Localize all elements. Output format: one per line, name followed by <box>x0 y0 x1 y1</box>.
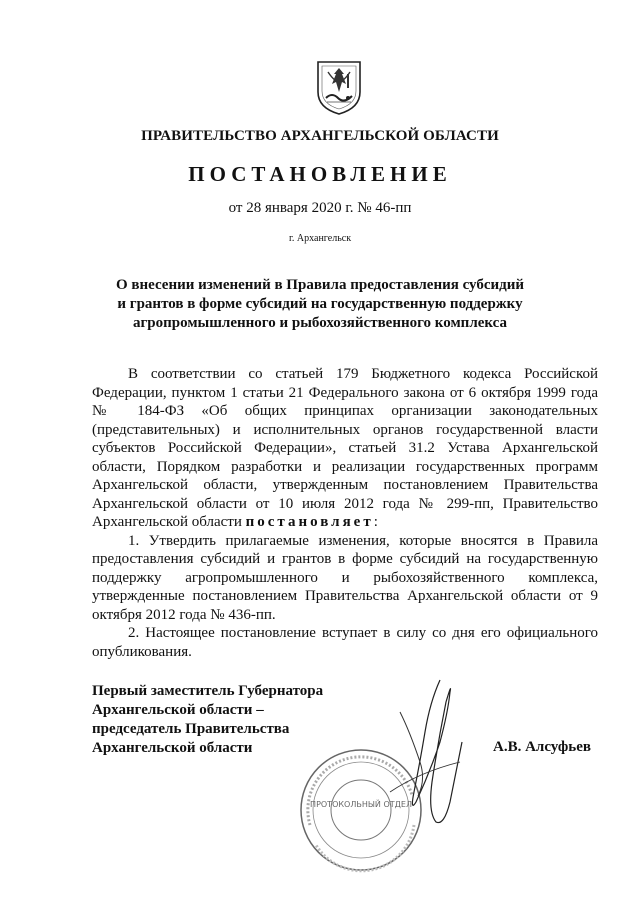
organization-name: ПРАВИТЕЛЬСТВО АРХАНГЕЛЬСКОЙ ОБЛАСТИ <box>141 128 499 144</box>
seal-text: ПРОТОКОЛЬНЫЙ ОТДЕЛ <box>310 800 412 809</box>
title-line: и грантов в форме субсидий на государственную поддержку <box>117 296 523 312</box>
coat-of-arms-icon <box>314 58 364 116</box>
signer-title <box>92 682 323 758</box>
document-date-number: от 28 января 2020 г. № 46-пп <box>228 200 412 216</box>
decree-word: постановляет <box>245 514 374 530</box>
item-paragraph-1: 1. Утвердить прилагаемые изменения, которые вносятся в Правила предоставления субсидий и грантов в форме субсидий на государственную поддержку агропромышленного и рыбохозяйственного комплекса, утвержденные постановлением Правительства Архангельской области от 9 октября 2012 года № 436-пп. <box>92 532 598 623</box>
document-body <box>92 365 598 661</box>
signer-title-line: Архангельской области <box>92 740 253 756</box>
decree-colon: : <box>373 514 378 530</box>
signer-title-line: Архангельской области – <box>92 702 264 718</box>
signer-name: А.В. Алсуфьев <box>493 739 591 755</box>
title-line: О внесении изменений в Правила предоставления субсидий <box>115 277 525 293</box>
document-title <box>0 276 640 333</box>
document-type: ПОСТАНОВЛЕНИЕ <box>188 162 452 186</box>
signer-title-line: председатель Правительства <box>92 721 290 737</box>
title-line: агропромышленного и рыбохозяйственного комплекса <box>132 315 508 331</box>
preamble-text: В соответствии со статьей 179 Бюджетного кодекса Российской Федерации, пунктом 1 статьи 21 Федерального закона от 6 октября 1999 года № 184-ФЗ «Об общих принципах организации законодательных (представительных) и исполнительных органов государственной власти субъектов Российской Федерации», статьей 31.2 Устава Архангельской области, Порядком разработки и реализации государственных программ Архангельской области, утвержденным постановлением Правительства Архангельской области от 10 июля 2012 года № 299-пп, Правительство Архангельской области <box>92 366 598 530</box>
preamble-paragraph <box>92 365 598 532</box>
document-city: г. Архангельск <box>288 233 352 244</box>
handwritten-signature-icon <box>370 672 480 832</box>
signer-title-line: Первый заместитель Губернатора <box>92 683 324 699</box>
item-paragraph-2: 2. Настоящее постановление вступает в силу со дня его официального опубликования. <box>92 625 598 660</box>
